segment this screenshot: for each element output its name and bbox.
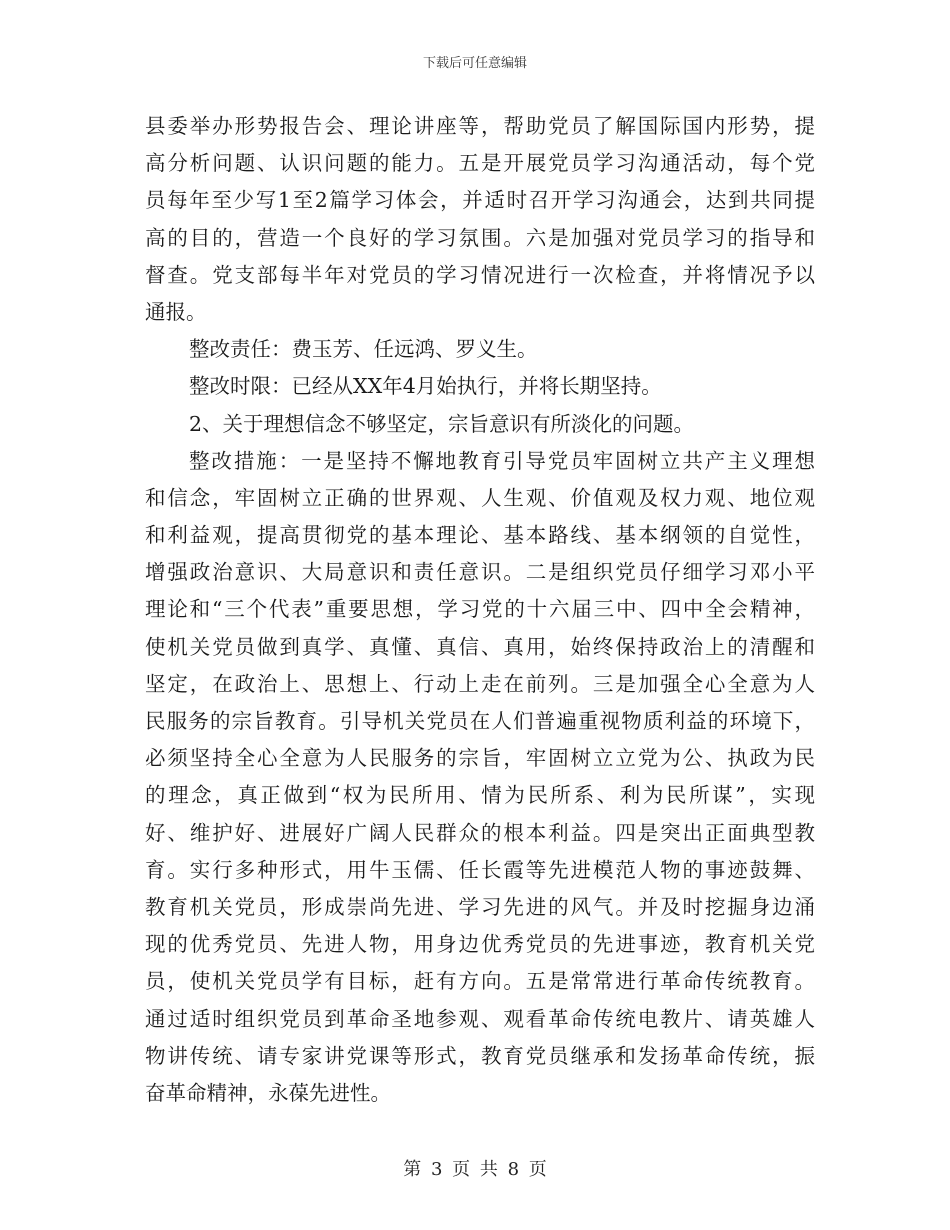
text-line: 督查。党支部每半年对党员的学习情况进行一次检查，并将情况予以 [145, 262, 815, 287]
text-line: 好、维护好、进展好广阔人民群众的根本利益。四是突出正面典型教 [145, 820, 815, 845]
text-line: 通报。 [145, 299, 207, 324]
text-line: 整改责任：费玉芳、任远鸿、罗义生。 [189, 337, 538, 362]
text-line: 高分析问题、认识问题的能力。五是开展党员学习沟通活动，每个党 [145, 151, 815, 176]
text-line: 教育机关党员，形成崇尚先进、学习先进的风气。并及时挖掘身边涌 [145, 894, 815, 919]
page-footer: 第 3 页 共 8 页 [403, 1159, 547, 1180]
text-line: 民服务的宗旨教育。引导机关党员在人们普遍重视物质利益的环境下， [145, 709, 815, 733]
text-line: 奋革命精神，永葆先进性。 [145, 1080, 391, 1105]
paragraph [145, 406, 815, 443]
text-line: 和信念，牢固树立正确的世界观、人生观、价值观及权力观、地位观 [145, 485, 815, 510]
text-line: 增强政治意识、大局意识和责任意识。二是组织党员仔细学习邓小平 [145, 560, 815, 585]
text-line: 坚定，在政治上、思想上、行动上走在前列。三是加强全心全意为人 [145, 671, 815, 696]
text-line: 整改时限：已经从XX年4月始执行，并将长期坚持。 [189, 374, 662, 399]
text-line: 县委举办形势报告会、理论讲座等，帮助党员了解国际国内形势，提 [145, 114, 815, 138]
text-line: 的理念，真正做到“权为民所用、情为民所系、利为民所谋”，实现 [145, 783, 815, 808]
text-line: 高的目的，营造一个良好的学习氛围。六是加强对党员学习的指导和 [145, 225, 815, 250]
text-line: 员，使机关党员学有目标，赶有方向。五是常常进行革命传统教育。 [145, 969, 815, 994]
text-line: 整改措施：一是坚持不懈地教育引导党员牢固树立共产主义理想 [189, 448, 815, 473]
document-body [145, 108, 815, 1112]
paragraph [145, 368, 815, 405]
text-line: 员每年至少写1至2篇学习体会，并适时召开学习沟通会，达到共同提 [145, 188, 815, 213]
text-line: 理论和“三个代表”重要思想，学习党的十六届三中、四中全会精神， [145, 597, 815, 622]
page-header: 下载后可任意编辑 [422, 56, 527, 71]
text-line: 育。实行多种形式，用牛玉儒、任长霞等先进模范人物的事迹鼓舞、 [145, 857, 815, 882]
paragraph [145, 331, 815, 368]
text-line: 物讲传统、请专家讲党课等形式，教育党员继承和发扬革命传统，振 [145, 1043, 815, 1068]
text-line: 现的优秀党员、先进人物，用身边优秀党员的先进事迹，教育机关党 [145, 932, 815, 957]
paragraph [145, 443, 815, 1112]
text-line: 使机关党员做到真学、真懂、真信、真用，始终保持政治上的清醒和 [145, 634, 815, 659]
text-line: 2、关于理想信念不够坚定，宗旨意识有所淡化的问题。 [189, 411, 695, 436]
text-line: 通过适时组织党员到革命圣地参观、观看革命传统电教片、请英雄人 [145, 1006, 815, 1031]
text-line: 必须坚持全心全意为人民服务的宗旨，牢固树立立党为公、执政为民 [145, 746, 815, 771]
paragraph [145, 108, 815, 331]
text-line: 和利益观，提高贯彻党的基本理论、基本路线、基本纲领的自觉性， [145, 523, 815, 548]
